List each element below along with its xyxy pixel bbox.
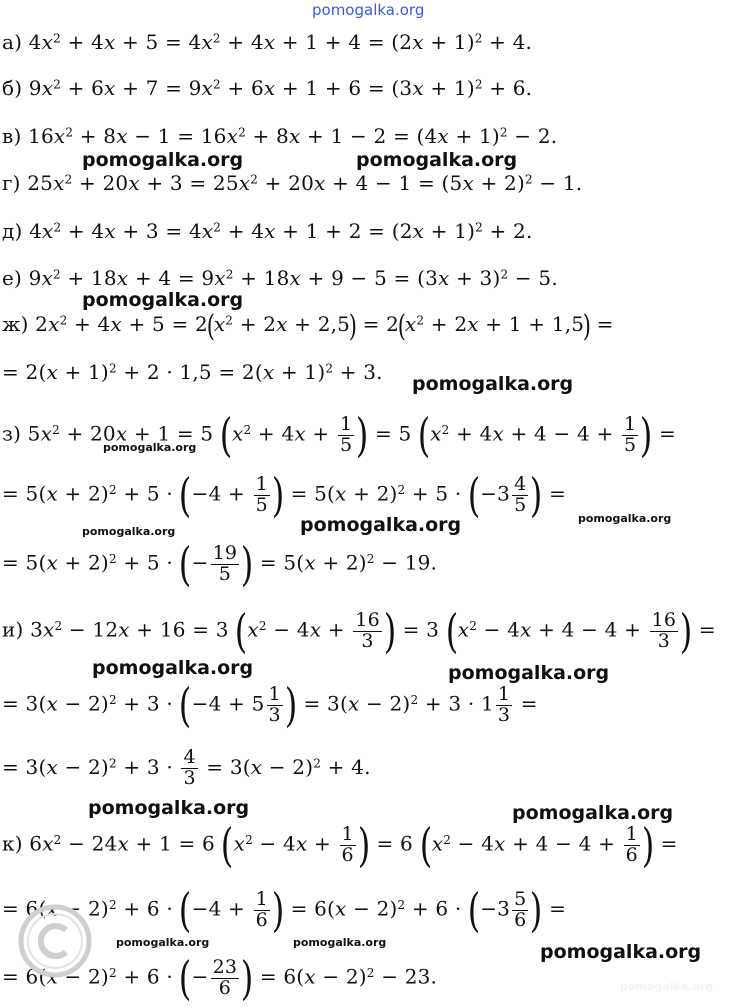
watermark: pomogalka.org <box>88 797 250 819</box>
watermark: pomogalka.org <box>356 149 518 171</box>
line-i2: = $3(x - 2)^2 + 3 \cdot (-4 + 5$ $\frac{1}{3}$ ) = $3(x - 2)^2 + 3 \cdot 1$ $\frac{1}{3}$ = <box>2 678 538 732</box>
line-k2: = $6(x - 2)^2 + 6 \cdot (-4$ + $\frac{1}{6}$ ) = $6(x - 2)^2 + 6 \cdot (-3$ $\frac{5}{6}$ ) = <box>2 883 567 937</box>
line-k1: к) $6x^2 - 24x + 1 = 6$ ($x^2 - 4x$ + $\frac{1}{6}$ ) = 6 ($x^2 - 4x + 4 - 4$ + $\frac{1}{6}$ ) = <box>2 818 678 872</box>
line-z2: = $5(x + 2)^2 + 5 \cdot (-4$ + $\frac{1}{5}$ ) = $5(x + 2)^2 + 5 \cdot (-3$ $\frac{4}{5}$ ) = <box>2 468 567 522</box>
line-b: б) $9x^2 + 6x + 7 = 9x^2 + 6x + 1 + 6 = (3x + 1)^2 + 6$. <box>2 76 533 100</box>
watermark: pomogalka.org <box>620 980 714 993</box>
line-zh2: = $2(x + 1)^2 + 2 \cdot 1,5 = 2(x + 1)^2 + 3$. <box>2 360 383 384</box>
watermark: pomogalka.org <box>92 657 254 679</box>
line-zh1: ж) $2x^2 + 4x + 5 = 2(x^2 + 2x + 2,5) = 2(x^2 + 2x + 1 + 1,5)$ = <box>2 309 614 344</box>
watermark: pomogalka.org <box>512 802 674 824</box>
watermark: pomogalka.org <box>293 936 387 949</box>
watermark: pomogalka.org <box>116 936 210 949</box>
watermark: pomogalka.org <box>448 662 610 684</box>
line-z1: з) $5x^2 + 20x + 1 = 5$ ($x^2 + 4x$ + $\frac{1}{5}$ ) = 5 ($x^2 + 4x + 4 - 4$ + $\frac{1}{5}$ ) = <box>2 408 676 462</box>
line-i1: и) $3x^2 - 12x + 16 = 3$ ($x^2 - 4x$ + $\frac{16}{3}$ ) = 3 ($x^2 - 4x + 4 - 4$ + $\frac{16}{3}$ ) = <box>2 604 716 658</box>
line-g: г) $25x^2 + 20x + 3 = 25x^2 + 20x + 4 - 1 = (5x + 2)^2 - 1$. <box>2 171 583 195</box>
line-e: е) $9x^2 + 18x + 4 = 9x^2 + 18x + 9 - 5 = (3x + 3)^2 - 5$. <box>2 266 558 290</box>
copyright-icon <box>14 900 96 982</box>
watermark: pomogalka.org <box>82 149 244 171</box>
line-d: д) $4x^2 + 4x + 3 = 4x^2 + 4x + 1 + 2 = (2x + 1)^2 + 2$. <box>2 219 533 243</box>
line-i3: = $3(x - 2)^2 + 3$ · $\frac{4}{3}$ = $3(x - 2)^2 + 4$. <box>2 746 371 789</box>
watermark: pomogalka.org <box>540 941 702 963</box>
watermark: pomogalka.org <box>82 289 244 311</box>
watermark: pomogalka.org <box>103 441 197 454</box>
line-z3: = $5(x + 2)^2 + 5$ · (− $\frac{19}{5}$ ) = $5(x + 2)^2 - 19$. <box>2 537 438 591</box>
line-a: а) $4x^2 + 4x + 5 = 4x^2 + 4x + 1 + 4 = (2x + 1)^2 + 4$. <box>2 30 533 54</box>
watermark-top: pomogalka.org <box>312 1 425 19</box>
watermark: pomogalka.org <box>300 514 462 536</box>
watermark: pomogalka.org <box>412 373 574 395</box>
watermark: pomogalka.org <box>578 512 672 525</box>
line-k3: = $6(x - 2)^2 + 6$ · (− $\frac{23}{6}$ ) = $6(x - 2)^2 - 23$. <box>2 951 438 1005</box>
line-v: в) $16x^2 + 8x - 1 = 16x^2 + 8x + 1 - 2 = (4x + 1)^2 - 2$. <box>2 124 558 148</box>
watermark: pomogalka.org <box>82 525 176 538</box>
